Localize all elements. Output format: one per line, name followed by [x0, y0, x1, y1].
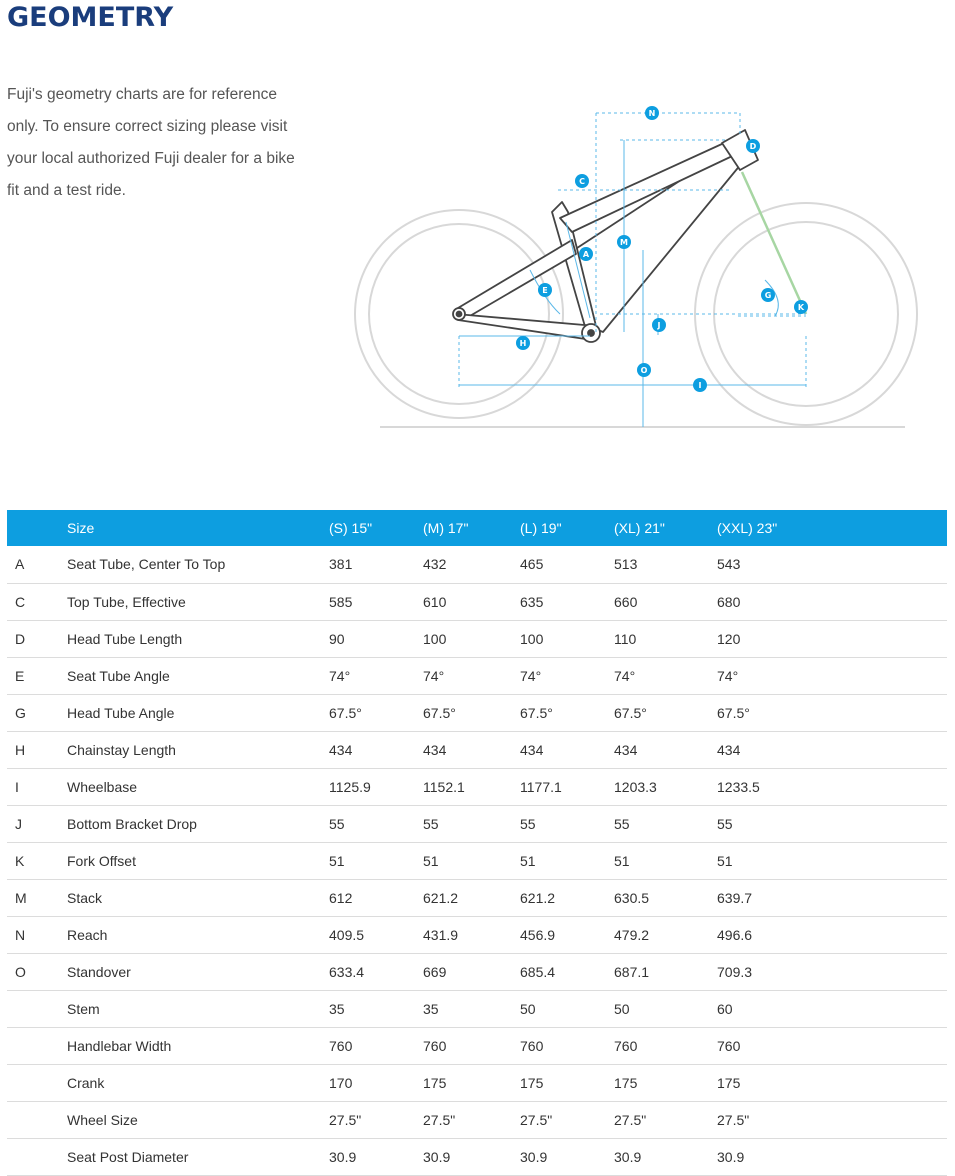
label-e	[538, 283, 552, 297]
row-value: 120	[717, 620, 947, 657]
row-value: 51	[520, 842, 614, 879]
table-row	[7, 583, 947, 620]
row-measurement-name: Standover	[67, 953, 329, 990]
table-row	[7, 953, 947, 990]
row-value: 55	[520, 805, 614, 842]
row-value: 431.9	[423, 916, 520, 953]
header-size-m: (M) 17"	[423, 520, 469, 536]
row-value: 67.5°	[717, 694, 947, 731]
row-value: 621.2	[423, 879, 520, 916]
row-value: 175	[520, 1064, 614, 1101]
row-key	[7, 1064, 67, 1101]
row-value: 434	[614, 731, 717, 768]
header-size: Size	[67, 520, 95, 536]
row-value: 456.9	[520, 916, 614, 953]
row-value: 60	[717, 990, 947, 1027]
row-measurement-name: Head Tube Angle	[67, 694, 329, 731]
table-header-row	[7, 510, 947, 546]
row-value: 67.5°	[614, 694, 717, 731]
row-key: K	[7, 842, 67, 879]
table-row	[7, 916, 947, 953]
row-measurement-name: Reach	[67, 916, 329, 953]
svg-text:C: C	[579, 177, 585, 186]
table-body	[7, 546, 947, 1175]
row-value: 51	[423, 842, 520, 879]
row-value: 170	[329, 1064, 423, 1101]
row-value: 1233.5	[717, 768, 947, 805]
row-value: 55	[423, 805, 520, 842]
row-value: 760	[614, 1027, 717, 1064]
row-value: 67.5°	[520, 694, 614, 731]
row-value: 74°	[614, 657, 717, 694]
svg-text:D: D	[749, 142, 757, 151]
row-value: 612	[329, 879, 423, 916]
row-value: 1152.1	[423, 768, 520, 805]
row-value: 100	[520, 620, 614, 657]
row-value: 74°	[423, 657, 520, 694]
row-value: 55	[614, 805, 717, 842]
label-h	[516, 336, 530, 350]
row-value: 51	[717, 842, 947, 879]
row-measurement-name: Wheelbase	[67, 768, 329, 805]
row-value: 74°	[520, 657, 614, 694]
row-value: 639.7	[717, 879, 947, 916]
row-value: 27.5"	[423, 1101, 520, 1138]
row-value: 630.5	[614, 879, 717, 916]
label-g	[761, 288, 775, 302]
row-key: J	[7, 805, 67, 842]
row-measurement-name: Seat Tube, Center To Top	[67, 546, 329, 583]
table-row	[7, 546, 947, 583]
table-row	[7, 1064, 947, 1101]
row-key: E	[7, 657, 67, 694]
row-value: 27.5"	[520, 1101, 614, 1138]
row-value: 760	[423, 1027, 520, 1064]
row-value: 51	[329, 842, 423, 879]
row-value: 434	[329, 731, 423, 768]
svg-text:N: N	[648, 109, 656, 118]
table-row	[7, 694, 947, 731]
row-value: 680	[717, 583, 947, 620]
row-value: 496.6	[717, 916, 947, 953]
row-value: 1203.3	[614, 768, 717, 805]
row-value: 30.9	[423, 1138, 520, 1175]
row-value: 27.5"	[329, 1101, 423, 1138]
row-value: 1125.9	[329, 768, 423, 805]
row-value: 50	[520, 990, 614, 1027]
geometry-table	[7, 510, 947, 1176]
table-row	[7, 1138, 947, 1175]
row-key: C	[7, 583, 67, 620]
table-row	[7, 879, 947, 916]
table-row	[7, 768, 947, 805]
row-value: 513	[614, 546, 717, 583]
header-size-xxl: (XXL) 23"	[717, 520, 778, 536]
row-value: 465	[520, 546, 614, 583]
row-value: 27.5"	[614, 1101, 717, 1138]
table-row	[7, 1101, 947, 1138]
row-measurement-name: Fork Offset	[67, 842, 329, 879]
row-value: 30.9	[520, 1138, 614, 1175]
row-measurement-name: Handlebar Width	[67, 1027, 329, 1064]
row-value: 74°	[329, 657, 423, 694]
svg-text:M: M	[620, 238, 628, 247]
row-value: 543	[717, 546, 947, 583]
row-value: 175	[423, 1064, 520, 1101]
row-value: 434	[423, 731, 520, 768]
row-measurement-name: Top Tube, Effective	[67, 583, 329, 620]
row-value: 760	[329, 1027, 423, 1064]
row-value: 621.2	[520, 879, 614, 916]
row-value: 760	[717, 1027, 947, 1064]
label-k	[794, 300, 808, 314]
row-value: 27.5"	[717, 1101, 947, 1138]
row-key: M	[7, 879, 67, 916]
table-row	[7, 1027, 947, 1064]
row-key: G	[7, 694, 67, 731]
row-value: 55	[717, 805, 947, 842]
label-i	[693, 378, 707, 392]
row-measurement-name: Wheel Size	[67, 1101, 329, 1138]
svg-text:J: J	[657, 321, 661, 330]
row-key	[7, 990, 67, 1027]
row-measurement-name: Seat Tube Angle	[67, 657, 329, 694]
row-value: 67.5°	[423, 694, 520, 731]
row-value: 30.9	[329, 1138, 423, 1175]
row-value: 67.5°	[329, 694, 423, 731]
row-value: 110	[614, 620, 717, 657]
row-value: 175	[717, 1064, 947, 1101]
header-size-l: (L) 19"	[520, 520, 562, 536]
row-measurement-name: Bottom Bracket Drop	[67, 805, 329, 842]
label-c	[575, 174, 589, 188]
row-measurement-name: Stem	[67, 990, 329, 1027]
row-value: 660	[614, 583, 717, 620]
row-key: O	[7, 953, 67, 990]
svg-text:G: G	[764, 291, 772, 300]
table-row	[7, 805, 947, 842]
label-n	[645, 106, 659, 120]
row-key	[7, 1027, 67, 1064]
header-key	[7, 510, 67, 546]
row-measurement-name: Stack	[67, 879, 329, 916]
row-value: 100	[423, 620, 520, 657]
row-value: 432	[423, 546, 520, 583]
row-value: 585	[329, 583, 423, 620]
svg-text:K: K	[797, 303, 805, 312]
row-value: 55	[329, 805, 423, 842]
table-row	[7, 620, 947, 657]
row-value: 175	[614, 1064, 717, 1101]
row-measurement-name: Crank	[67, 1064, 329, 1101]
row-value: 50	[614, 990, 717, 1027]
svg-text:I: I	[698, 381, 702, 390]
row-value: 51	[614, 842, 717, 879]
svg-text:E: E	[542, 286, 548, 295]
header-size-s: (S) 15"	[329, 520, 373, 536]
row-value: 30.9	[717, 1138, 947, 1175]
table-row	[7, 731, 947, 768]
row-measurement-name: Chainstay Length	[67, 731, 329, 768]
label-a	[579, 247, 593, 261]
row-key: H	[7, 731, 67, 768]
label-m	[617, 235, 631, 249]
bike-frame	[453, 130, 758, 342]
intro-text: Fuji's geometry charts are for reference only. To ensure correct sizing please visit your local authorized Fuji dealer for a bike fit and a test ride.	[7, 86, 295, 199]
row-value: 74°	[717, 657, 947, 694]
row-key: N	[7, 916, 67, 953]
row-key	[7, 1138, 67, 1175]
row-value: 635	[520, 583, 614, 620]
row-value: 381	[329, 546, 423, 583]
row-value: 30.9	[614, 1138, 717, 1175]
table-row	[7, 842, 947, 879]
row-value: 479.2	[614, 916, 717, 953]
row-key: D	[7, 620, 67, 657]
table-row	[7, 990, 947, 1027]
table-row	[7, 657, 947, 694]
bike-geometry-diagram	[350, 95, 930, 440]
row-value: 610	[423, 583, 520, 620]
label-o	[637, 363, 651, 377]
label-d	[746, 139, 760, 153]
row-value: 1177.1	[520, 768, 614, 805]
svg-text:H: H	[519, 339, 527, 348]
row-value: 434	[717, 731, 947, 768]
row-value: 669	[423, 953, 520, 990]
row-measurement-name: Head Tube Length	[67, 620, 329, 657]
row-value: 434	[520, 731, 614, 768]
row-value: 687.1	[614, 953, 717, 990]
row-key: I	[7, 768, 67, 805]
label-j	[652, 318, 666, 332]
row-value: 409.5	[329, 916, 423, 953]
header-size-xl: (XL) 21"	[614, 520, 665, 536]
row-value: 760	[520, 1027, 614, 1064]
row-value: 633.4	[329, 953, 423, 990]
row-value: 35	[423, 990, 520, 1027]
svg-text:A: A	[582, 250, 590, 259]
row-value: 709.3	[717, 953, 947, 990]
row-value: 685.4	[520, 953, 614, 990]
row-key: A	[7, 546, 67, 583]
row-measurement-name: Seat Post Diameter	[67, 1138, 329, 1175]
page-title: GEOMETRY	[7, 2, 174, 33]
row-value: 35	[329, 990, 423, 1027]
row-value: 90	[329, 620, 423, 657]
svg-text:O: O	[640, 366, 648, 375]
row-key	[7, 1101, 67, 1138]
